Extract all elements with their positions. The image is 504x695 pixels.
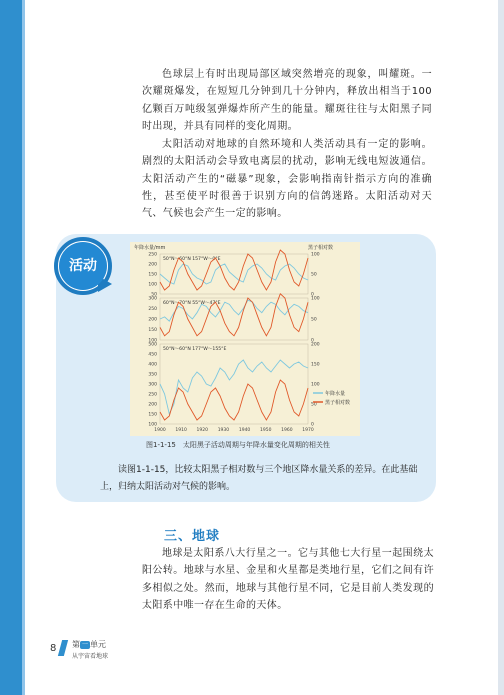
right-tick-label: 200 [311,342,320,348]
activity-task: 读图1-1-15，比较太阳黑子相对数与三个地区降水量关系的差异。在此基础上，归纳太阳活动对气候的影响。 [100,465,418,492]
y-tick-label: 400 [148,362,157,368]
y-tick-label: 250 [148,252,157,258]
y-tick-label: 500 [148,342,157,348]
left-axis-label: 年降水量/mm [134,245,166,251]
y-tick-label: 100 [148,282,157,288]
y-tick-label: 50 [151,292,157,298]
paragraph-earth: 地球是太阳系八大行星之一。它与其他七大行星一起围绕太阳公转。地球与水星、金星和火星都是类地行星，它们之间有许多相似之处。然而，地球与其他行星不同，它是目前人类发现的太阳系中唯一存在生命的天体。 [142,548,434,611]
y-tick-label: 450 [148,352,157,358]
sunspot-precipitation-chart [130,242,360,436]
x-tick-label: 1920 [196,428,209,433]
x-tick-label: 1970 [302,428,314,433]
y-tick-label: 100 [148,422,157,428]
unit-number: 一 [81,640,88,648]
x-tick-label: 1900 [154,428,166,433]
x-tick-label: 1930 [217,428,230,433]
x-tick-label: 1910 [175,428,187,433]
section-title: 三、地球 [164,529,221,544]
unit-prefix: 第 [72,640,80,649]
right-tick-label: 150 [311,362,320,368]
chart-background [130,242,360,436]
panel-region-label: 50°N～60°N 177°W～155°E [163,347,227,352]
right-tick-label: 50 [311,272,317,278]
y-tick-label: 250 [148,392,157,398]
x-tick-label: 1940 [238,428,251,433]
y-tick-label: 150 [148,272,157,278]
legend-precip-label: 年降水量 [325,391,346,397]
y-tick-label: 100 [148,338,157,344]
page-number: 8 [50,643,57,654]
unit-label [72,639,106,650]
x-tick-label: 1950 [259,428,272,433]
right-tick-label: 0 [311,292,314,298]
right-tick-label: 50 [311,402,317,408]
y-tick-label: 150 [148,412,157,418]
y-tick-label: 200 [148,317,157,323]
y-tick-label: 300 [148,296,157,302]
y-tick-label: 200 [148,402,157,408]
y-tick-label: 200 [148,262,157,268]
panel-region-label: 50°N～60°N 157°W～0°E [163,257,221,262]
page-edge [498,0,504,695]
page-number-mark [58,640,68,656]
figure-caption: 图1-1-15 太阳黑子活动周期与年降水量变化周期的相关性 [146,441,330,449]
y-tick-label: 150 [148,328,157,333]
unit-suffix: 单元 [90,640,106,649]
right-tick-label: 100 [311,296,320,302]
unit-subtitle: 从宇宙看地球 [72,653,109,660]
activity-badge: 活动 [59,242,107,290]
right-axis-label: 黑子相对数 [308,245,334,251]
right-tick-label: 0 [311,338,314,344]
right-tick-label: 0 [311,422,314,428]
y-tick-label: 250 [148,307,157,312]
right-tick-label: 100 [311,252,320,258]
y-tick-label: 350 [148,372,157,378]
paragraph-solar-activity-impact: 太阳活动对地球的自然环境和人类活动具有一定的影响。剧烈的太阳活动会导致电离层的扰动，影响无线电短波通信。太阳活动产生的“磁暴”现象，会影响指南针指示方向的准确性，甚至使平时很善于识别方向的信鸽迷路。太阳活动对天气、气候也会产生一定的影响。 [142,139,432,220]
legend-sunspot-label: 黑子相对数 [325,400,351,406]
right-tick-label: 100 [311,382,320,388]
paragraph-flare: 色球层上有时出现局部区域突然增亮的现象，叫耀斑。一次耀斑爆发，在短短几分钟到几十分钟内，释放出相当于100亿颗百万吨级氢弹爆炸所产生的能量。耀斑往往与太阳黑子同时出现，并具有同样的变化周期。 [142,69,432,132]
right-tick-label: 50 [311,317,317,323]
y-tick-label: 300 [148,382,157,388]
left-decorative-bar [0,0,22,695]
panel-region-label: 60°N～70°N 55°W～47°E [163,301,221,306]
left-decorative-strip [22,0,25,695]
x-tick-label: 1960 [281,428,293,433]
